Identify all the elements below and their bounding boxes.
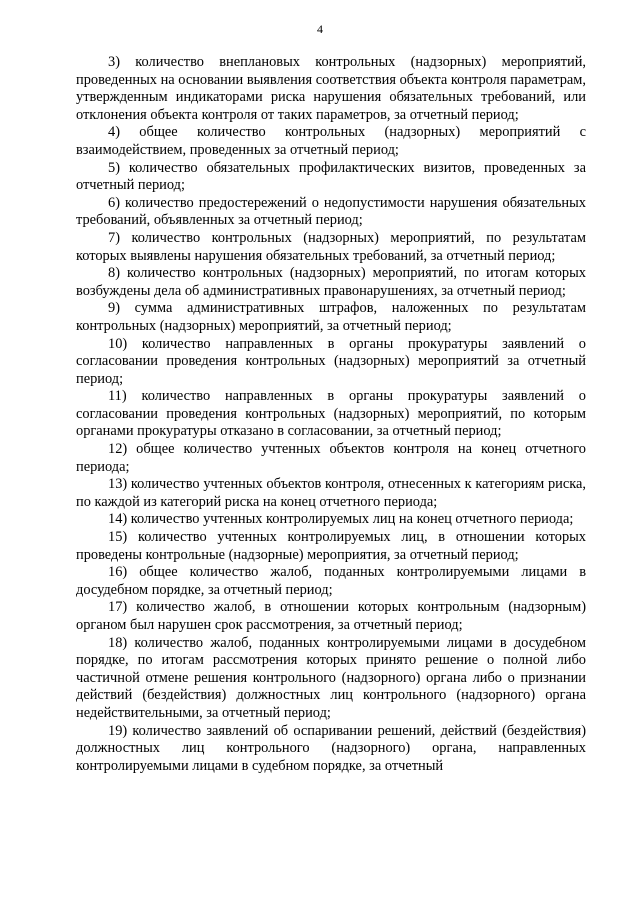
list-item-14: 14) количество учтенных контролируемых лиц на конец отчетного периода; — [108, 511, 574, 528]
list-item-17: 17) количество жалоб, в отношении которых контрольным (надзорным) органом был нарушен срок рассмотрения, за отчетный период; — [76, 599, 586, 633]
list-item-3: 3) количество внеплановых контрольных (надзорных) мероприятий, проведенных на основании выявления соответствия объекта контроля параметрам, утвержденным индикаторами риска нарушения обязательных требований, или отклонения объекта контроля от таких параметров, за отчетный период; — [76, 54, 586, 123]
page-number: 4 — [317, 22, 323, 36]
list-item-16: 16) общее количество жалоб, поданных контролируемыми лицами в досудебном порядке, за отчетный период; — [76, 564, 586, 598]
list-item-11: 11) количество направленных в органы прокуратуры заявлений о согласовании проведения контрольных (надзорных) мероприятий, по которым органами прокуратуры отказано в согласовании, за отчетный период; — [76, 388, 586, 440]
document-body — [76, 54, 586, 775]
list-item-12: 12) общее количество учтенных объектов контроля на конец отчетного периода; — [76, 441, 586, 475]
list-item-13: 13) количество учтенных объектов контроля, отнесенных к категориям риска, по каждой из категорий риска на конец отчетного периода; — [76, 476, 586, 510]
list-item-8: 8) количество контрольных (надзорных) мероприятий, по итогам которых возбуждены дела об административных правонарушениях, за отчетный период; — [76, 265, 586, 299]
list-item-5: 5) количество обязательных профилактических визитов, проведенных за отчетный период; — [76, 159, 586, 194]
list-item-9: 9) сумма административных штрафов, наложенных по результатам контрольных (надзорных) мероприятий, за отчетный период; — [76, 300, 586, 334]
list-item-15: 15) количество учтенных контролируемых лиц, в отношении которых проведены контрольные (надзорные) мероприятия, за отчетный период; — [76, 529, 586, 563]
list-item-4: 4) общее количество контрольных (надзорных) мероприятий с взаимодействием, проведенных за отчетный период; — [76, 124, 586, 158]
list-item-19: 19) количество заявлений об оспаривании решений, действий (бездействия) должностных лиц контрольного (надзорного) органа, направленных контролируемыми лицами в судебном порядке, за отчетный — [76, 722, 586, 774]
list-item-7: 7) количество контрольных (надзорных) мероприятий, по результатам которых выявлены нарушения обязательных требований, за отчетный период; — [76, 229, 586, 264]
list-item-6: 6) количество предостережений о недопустимости нарушения обязательных требований, объявленных за отчетный период; — [76, 194, 586, 229]
list-item-10: 10) количество направленных в органы прокуратуры заявлений о согласовании проведения контрольных (надзорных) мероприятий за отчетный период; — [76, 335, 586, 387]
list-item-18: 18) количество жалоб, поданных контролируемыми лицами в досудебном порядке, по итогам рассмотрения которых принято решение о полной либо частичной отмене решения контрольного (надзорного) органа либо о признании действий (бездействия) должностных лиц контрольного (надзорного) органа недействительными, за отчетный период; — [76, 634, 586, 721]
